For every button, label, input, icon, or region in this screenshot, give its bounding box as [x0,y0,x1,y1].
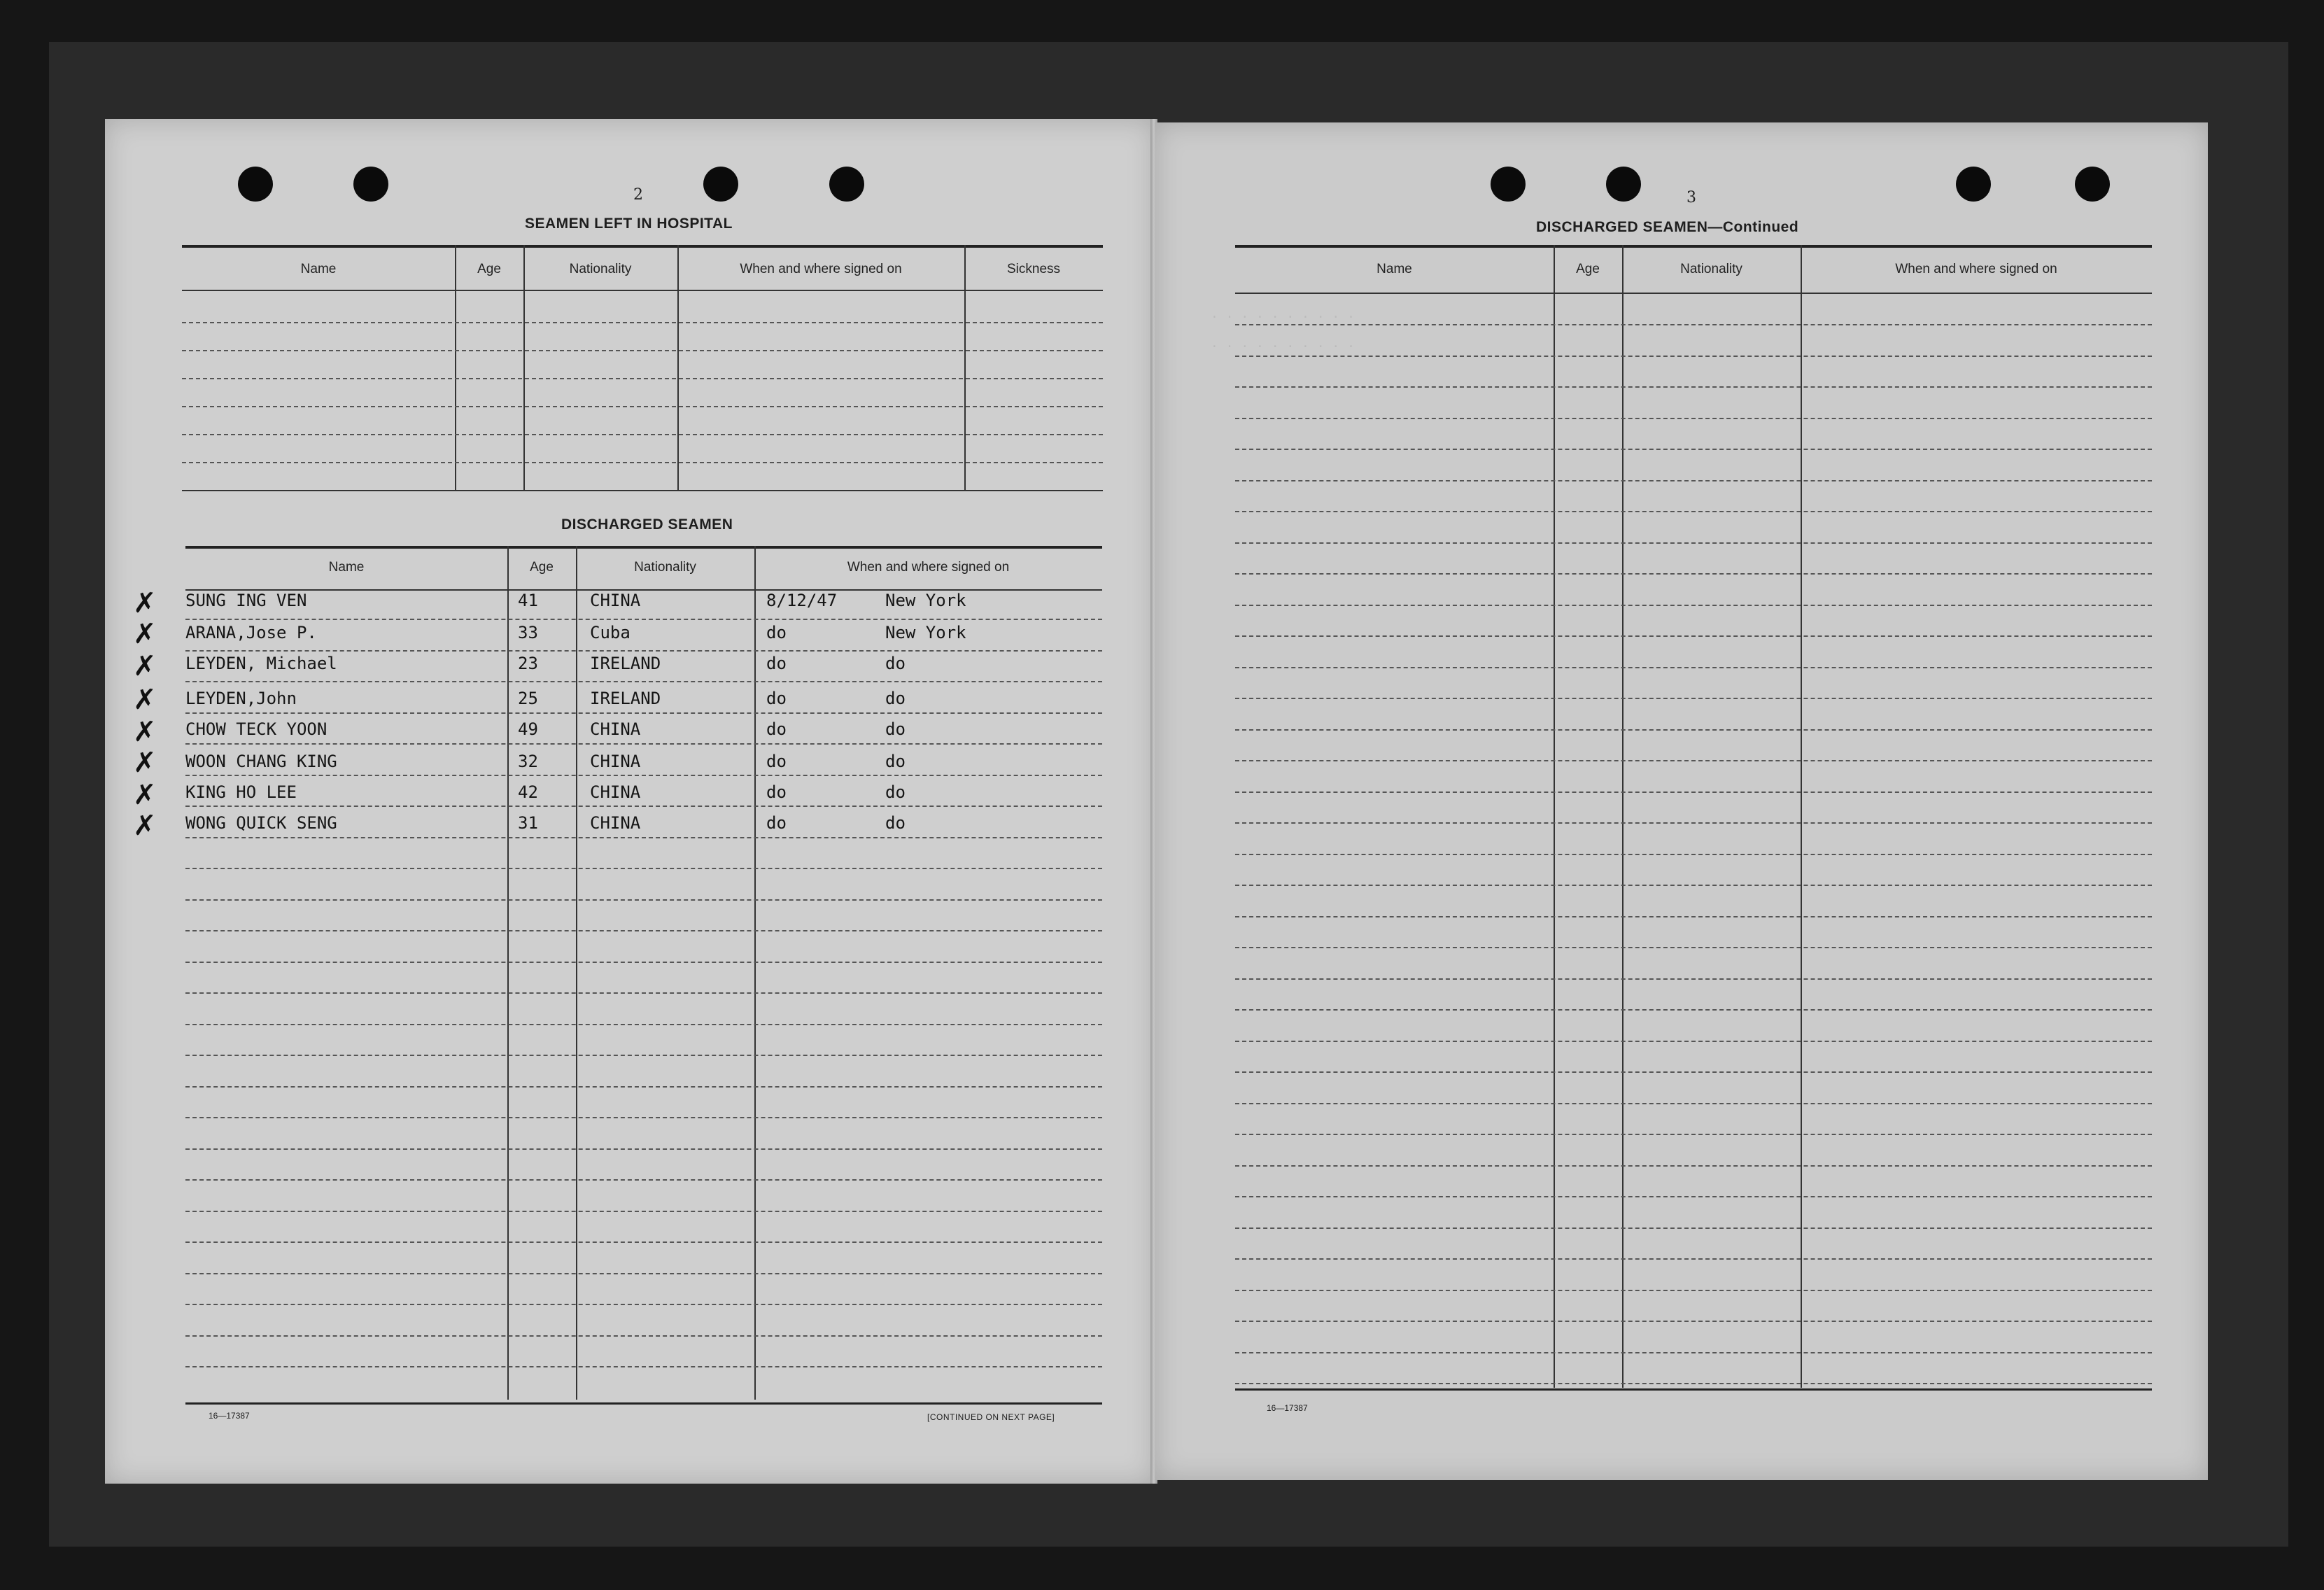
table-row [1235,1196,2152,1197]
form-number: 16—17387 [209,1411,250,1421]
form-number: 16—17387 [1267,1403,1308,1413]
seaman-age: 33 [518,623,538,642]
table-row [1235,667,2152,668]
table-row [1235,1134,2152,1135]
table-row [185,1241,1102,1243]
table-row [1235,449,2152,450]
table-row [185,962,1102,963]
table-row [185,782,1102,812]
signed-on-place: New York [885,623,966,642]
seaman-nationality: CHINA [590,782,641,802]
table-row [1235,885,2152,886]
check-mark: ✗ [133,716,157,748]
table-row [182,350,1103,351]
table-row [185,1211,1102,1212]
punch-hole [2075,167,2110,202]
table-row [1235,854,2152,855]
punch-hole [353,167,388,202]
table-row [1235,480,2152,481]
column-header-age: Age [1576,262,1600,276]
column-header-nationality: Nationality [1680,262,1742,276]
seaman-age: 49 [518,719,538,739]
table-row [182,406,1103,407]
signed-on-place: do [885,719,906,739]
page-number: 3 [1686,189,1696,206]
table-row [185,992,1102,994]
table-row [1235,542,2152,544]
page-number: 2 [633,186,643,204]
seaman-name: WOON CHANG KING [185,752,337,771]
punch-hole [1606,167,1641,202]
column-divider [455,245,456,491]
table-row [185,654,1102,683]
seaman-age: 42 [518,782,538,802]
column-header-name: Name [300,262,337,276]
table-row [185,1117,1102,1118]
table-row [1235,1321,2152,1322]
seaman-age: 25 [518,689,538,708]
table-row [1235,324,2152,325]
table-row [185,743,1102,745]
seaman-name: ARANA,Jose P. [185,623,317,642]
table-row [1235,978,2152,980]
hospital-section-title: SEAMEN LEFT IN HOSPITAL [525,216,733,232]
table-row [1235,792,2152,793]
punch-hole [1491,167,1526,202]
table-row [1235,760,2152,761]
signed-on-place: do [885,689,906,708]
table-row [1235,698,2152,699]
table-row [1235,1103,2152,1104]
seaman-nationality: CHINA [590,591,641,610]
check-mark: ✗ [133,650,157,682]
right-page [1155,122,2208,1480]
table-row [1235,1290,2152,1291]
signed-on-date: do [766,719,787,739]
table-row [185,650,1102,652]
table-row [185,837,1102,838]
table-row [185,805,1102,807]
signed-on-date: do [766,782,787,802]
signed-on-place: do [885,752,906,771]
seaman-name: KING HO LEE [185,782,297,802]
check-mark: ✗ [133,810,157,842]
table-row [185,930,1102,931]
seaman-name: CHOW TECK YOON [185,719,328,739]
column-header-signed-on: When and where signed on [740,262,902,276]
column-divider [677,245,679,491]
column-header-sickness: Sickness [1006,262,1061,276]
table-row [185,689,1102,718]
table-row [185,1179,1102,1181]
table-bottom-rule [182,490,1103,491]
seaman-name: LEYDEN,John [185,689,297,708]
column-header-signed-on: When and where signed on [1895,262,2057,276]
seaman-name: LEYDEN, Michael [185,654,337,673]
table-row [1235,635,2152,637]
punch-hole [238,167,273,202]
table-row [185,623,1102,652]
signed-on-place: do [885,782,906,802]
table-row [182,322,1103,323]
table-top-rule [1235,245,2152,248]
table-row [1235,1041,2152,1042]
signed-on-place: New York [885,591,966,610]
table-row [185,1024,1102,1025]
column-divider [1622,245,1624,1388]
page-title: DISCHARGED SEAMEN—Continued [1536,219,1799,235]
table-row [1235,1258,2152,1260]
check-mark: ✗ [133,779,157,811]
table-row [1235,1227,2152,1229]
signed-on-date: do [766,623,787,642]
table-row [1235,822,2152,824]
table-bottom-rule [1235,1388,2152,1391]
signed-on-date: do [766,752,787,771]
header-rule [182,290,1103,291]
check-mark: ✗ [133,618,157,650]
bleed-through-text: · · · · · · · · · · [1211,310,1355,325]
table-row [1235,1352,2152,1353]
table-row [185,752,1102,781]
punch-hole [829,167,864,202]
check-mark: ✗ [133,747,157,779]
seaman-name: WONG QUICK SENG [185,813,337,833]
table-row [185,591,1102,620]
column-header-age: Age [477,262,501,276]
table-row [185,813,1102,843]
column-divider [964,245,966,491]
table-row [1235,1165,2152,1167]
table-row [185,1335,1102,1337]
table-top-rule [185,546,1102,549]
check-mark: ✗ [133,587,157,619]
table-row [1235,1383,2152,1384]
table-row [185,619,1102,620]
table-row [185,1304,1102,1305]
seaman-nationality: IRELAND [590,689,661,708]
hospital-table [182,245,1103,497]
table-row [1235,573,2152,575]
seaman-name: SUNG ING VEN [185,591,307,610]
signed-on-date: 8/12/47 [766,591,838,610]
table-row [185,1055,1102,1056]
left-page [105,119,1155,1484]
signed-on-place: do [885,813,906,833]
table-row [185,899,1102,901]
table-row [185,1148,1102,1150]
table-row [185,1366,1102,1367]
signed-on-date: do [766,689,787,708]
column-divider [1801,245,1802,1388]
seaman-age: 31 [518,813,538,833]
seaman-age: 23 [518,654,538,673]
seaman-nationality: CHINA [590,719,641,739]
table-row [182,434,1103,435]
table-row [1235,1071,2152,1073]
table-row [1235,729,2152,731]
seaman-nationality: CHINA [590,813,641,833]
table-row [182,462,1103,463]
seaman-nationality: Cuba [590,623,631,642]
column-divider [1554,245,1555,1388]
signed-on-place: do [885,654,906,673]
table-row [1235,1009,2152,1011]
column-header-age: Age [530,560,554,575]
table-row [185,681,1102,682]
seaman-age: 41 [518,591,538,610]
table-row [1235,605,2152,606]
seaman-age: 32 [518,752,538,771]
column-header-signed-on: When and where signed on [847,560,1010,575]
column-header-name: Name [1376,262,1412,276]
table-row [1235,947,2152,948]
table-row [1235,356,2152,357]
column-header-nationality: Nationality [634,560,696,575]
table-row [1235,511,2152,512]
header-rule [1235,293,2152,294]
signed-on-date: do [766,654,787,673]
column-header-name: Name [328,560,365,575]
check-mark: ✗ [133,684,157,716]
table-row [1235,418,2152,419]
discharged-continued-table [1235,245,2152,1400]
seaman-nationality: CHINA [590,752,641,771]
punch-hole [703,167,738,202]
table-row [185,1273,1102,1274]
signed-on-date: do [766,813,787,833]
table-bottom-rule [185,1402,1102,1405]
discharged-section-title: DISCHARGED SEAMEN [561,516,733,533]
discharged-table [185,546,1102,1414]
table-row [185,1086,1102,1088]
seaman-nationality: IRELAND [590,654,661,673]
table-row [185,712,1102,714]
bleed-through-text: · · · · · · · · · · [1211,339,1355,354]
table-row [185,868,1102,869]
table-row [1235,916,2152,917]
table-row [1235,386,2152,388]
table-row [185,775,1102,776]
column-divider [523,245,525,491]
continued-footnote: [CONTINUED ON NEXT PAGE] [927,1412,1055,1422]
table-row [182,378,1103,379]
punch-hole [1956,167,1991,202]
column-header-nationality: Nationality [569,262,632,276]
